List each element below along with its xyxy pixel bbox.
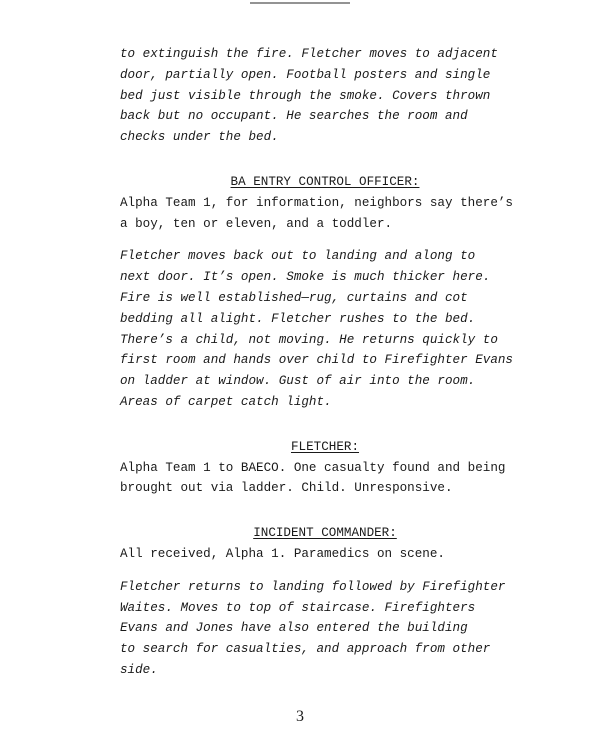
character-name: FLETCHER: [290, 439, 360, 454]
action-block: Fletcher moves back out to landing and along to next door. It’s open. Smoke is much thicker here. Fire is well established—rug, curtains and cot bedding all alight. Fletcher rushes to the bed. There’s a child, not moving. He returns quickly to first room and hands over child to Firefighter Evans on ladder at window. Gust of air into the room. Areas of carpet catch light. [120, 249, 513, 409]
cut-off-header [250, 0, 350, 4]
action-block: Fletcher returns to landing followed by Firefighter Waites. Moves to top of staircase. Firefighters Evans and Jones have also entered the building to search for casualties, and approach from other side. [120, 579, 506, 677]
page-number: 3 [296, 708, 304, 725]
action-block: to extinguish the fire. Fletcher moves to adjacent door, partially open. Football posters and single bed just visible through the smoke. Covers thrown back but no occupant. He searches the room and checks under the bed. [120, 47, 498, 145]
dialogue-block: Alpha Team 1, for information, neighbors say there’s a boy, ten or eleven, and a toddler. [120, 195, 513, 231]
dialogue-block: All received, Alpha 1. Paramedics on scene. [120, 546, 445, 561]
script-body [120, 44, 530, 693]
character-name: BA ENTRY CONTROL OFFICER: [230, 174, 420, 189]
character-name: INCIDENT COMMANDER: [253, 526, 397, 541]
dialogue-block: Alpha Team 1 to BAECO. One casualty found and being brought out via ladder. Child. Unresponsive. [120, 460, 506, 496]
